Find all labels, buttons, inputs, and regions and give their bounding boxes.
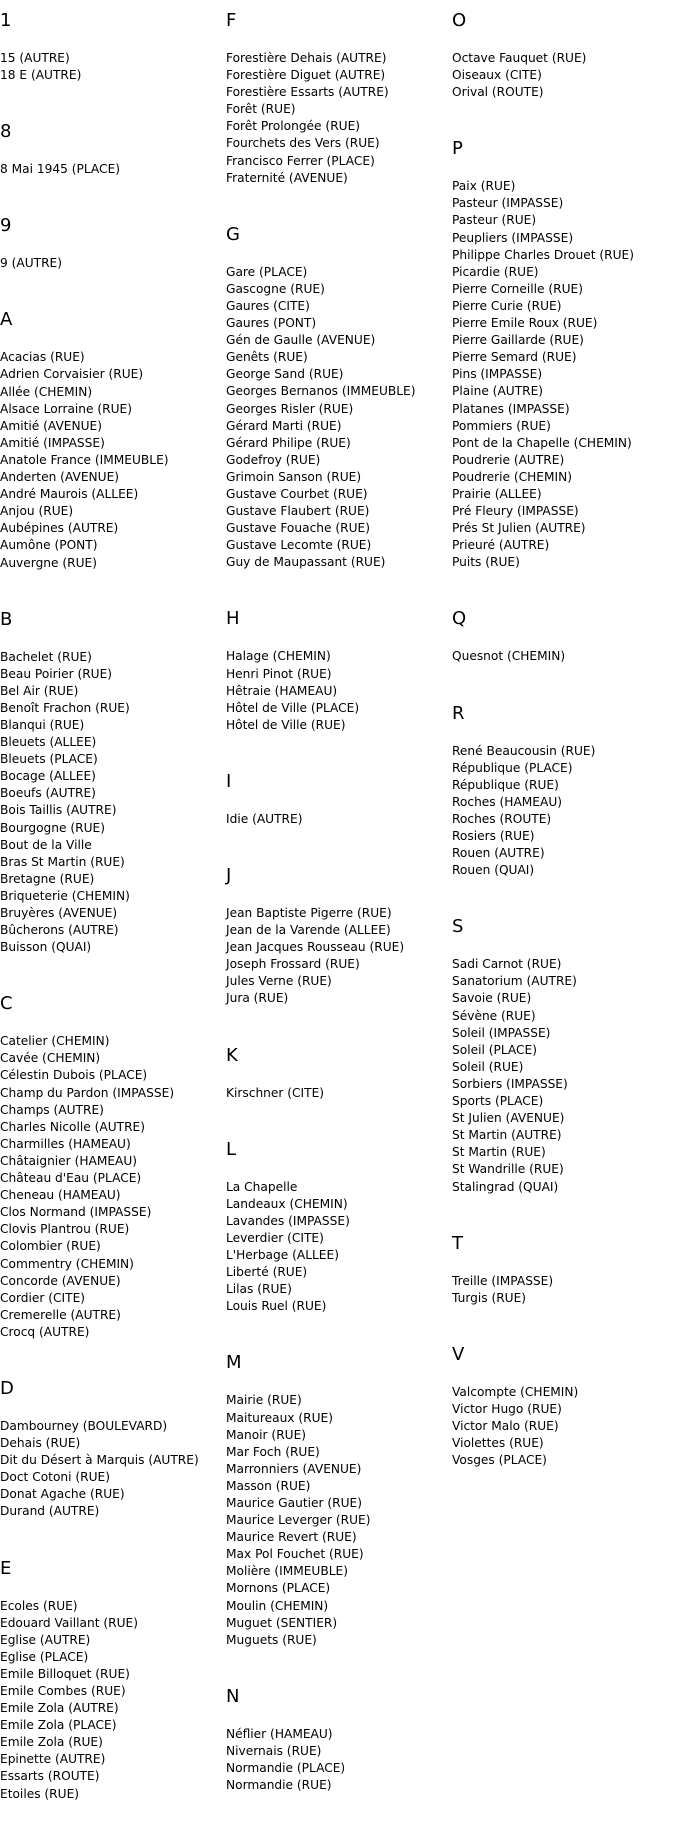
- street-link[interactable]: Emile Zola (PLACE): [0, 1718, 117, 1733]
- street-link[interactable]: Mar Foch (RUE): [226, 1444, 320, 1459]
- street-link[interactable]: Gaures (PONT): [226, 316, 317, 331]
- letter-section: [0, 310, 212, 598]
- street-list: [452, 1273, 664, 1307]
- street-link[interactable]: 9 (AUTRE): [0, 256, 63, 271]
- street-list: [226, 264, 438, 572]
- street-link[interactable]: Pont de la Chapelle (CHEMIN): [452, 435, 632, 450]
- street-link[interactable]: Georges Risler (RUE): [226, 401, 354, 416]
- street-list: [0, 50, 212, 84]
- street-link[interactable]: Bachelet (RUE): [0, 649, 92, 664]
- section-letter-heading: I: [226, 770, 232, 792]
- street-link[interactable]: Dambourney (BOULEVARD): [0, 1418, 168, 1433]
- street-list: [226, 1179, 438, 1316]
- street-link[interactable]: Champs (AUTRE): [0, 1102, 104, 1117]
- section-letter-heading: Q: [452, 608, 467, 630]
- street-link[interactable]: Poudrerie (AUTRE): [452, 452, 565, 467]
- street-link[interactable]: Gaures (CITE): [226, 298, 310, 313]
- street-link[interactable]: L'Herbage (ALLEE): [226, 1248, 339, 1263]
- street-link[interactable]: Paix (RUE): [452, 179, 516, 194]
- street-link[interactable]: Pasteur (IMPASSE): [452, 196, 564, 211]
- street-link[interactable]: Rosiers (RUE): [452, 829, 535, 843]
- street-link[interactable]: Jean Jacques Rousseau (RUE): [226, 940, 405, 955]
- street-link[interactable]: Acacias (RUE): [0, 350, 85, 365]
- street-link[interactable]: Edouard Vaillant (RUE): [0, 1615, 138, 1630]
- street-link[interactable]: Max Pol Fouchet (RUE): [226, 1547, 364, 1562]
- street-link[interactable]: Cordier (CITE): [0, 1290, 86, 1305]
- street-link[interactable]: Hêtraie (HAMEAU): [226, 683, 338, 698]
- street-link[interactable]: Georges Bernanos (IMMEUBLE): [226, 384, 416, 399]
- street-link[interactable]: Cremerelle (AUTRE): [0, 1307, 121, 1322]
- street-link[interactable]: Durand (AUTRE): [0, 1504, 100, 1519]
- section-letter-heading: S: [452, 916, 464, 938]
- section-letter-heading: A: [0, 309, 13, 331]
- street-link[interactable]: Donat Agache (RUE): [0, 1487, 125, 1502]
- letter-section: [226, 772, 438, 855]
- street-link[interactable]: Charmilles (HAMEAU): [0, 1136, 131, 1151]
- street-list: [452, 956, 664, 1195]
- street-link[interactable]: Roches (HAMEAU): [452, 794, 563, 809]
- street-link[interactable]: Gérard Philipe (RUE): [226, 435, 351, 450]
- street-link[interactable]: Bleuets (PLACE): [0, 752, 98, 767]
- street-list: [226, 905, 438, 1008]
- street-list: [226, 50, 438, 187]
- street-link[interactable]: Buisson (QUAI): [0, 940, 92, 955]
- street-link[interactable]: Gustave Fouache (RUE): [226, 521, 370, 536]
- street-link[interactable]: Treille (IMPASSE): [452, 1273, 554, 1288]
- street-link[interactable]: Plaine (AUTRE): [452, 384, 544, 399]
- street-link[interactable]: Adrien Corvaisier (RUE): [0, 367, 144, 382]
- section-letter-heading: 1: [0, 10, 12, 31]
- street-link[interactable]: 8 Mai 1945 (PLACE): [0, 162, 121, 177]
- street-list: [226, 811, 438, 828]
- street-link[interactable]: Commentry (CHEMIN): [0, 1256, 134, 1271]
- street-link[interactable]: Victor Malo (RUE): [452, 1418, 559, 1433]
- street-link[interactable]: Doct Cotoni (RUE): [0, 1470, 110, 1485]
- section-letter-heading: H: [226, 608, 240, 630]
- street-link[interactable]: Forestière Essarts (AUTRE): [226, 85, 389, 100]
- street-link[interactable]: République (RUE): [452, 777, 559, 792]
- street-link[interactable]: Champ du Pardon (IMPASSE): [0, 1085, 175, 1100]
- section-letter-heading: D: [0, 1377, 14, 1399]
- street-link[interactable]: Platanes (IMPASSE): [452, 401, 570, 416]
- street-link[interactable]: Anatole France (IMMEUBLE): [0, 452, 169, 467]
- street-link[interactable]: Pierre Semard (RUE): [452, 350, 577, 365]
- street-link[interactable]: Sports (PLACE): [452, 1094, 544, 1109]
- street-list: [0, 161, 212, 178]
- street-list: [452, 743, 664, 880]
- street-link[interactable]: Soleil (PLACE): [452, 1042, 537, 1057]
- section-letter-heading: J: [226, 865, 232, 886]
- street-link[interactable]: Célestin Dubois (PLACE): [0, 1068, 148, 1083]
- street-link[interactable]: Amitié (IMPASSE): [0, 435, 105, 450]
- section-letter-heading: T: [452, 1232, 463, 1254]
- street-link[interactable]: René Beaucousin (RUE): [452, 743, 596, 758]
- street-link[interactable]: Guy de Maupassant (RUE): [226, 555, 386, 570]
- street-link[interactable]: Louis Ruel (RUE): [226, 1299, 327, 1314]
- street-link[interactable]: Joseph Frossard (RUE): [226, 957, 360, 972]
- section-letter-heading: 8: [0, 121, 12, 143]
- street-link[interactable]: Prés St Julien (AUTRE): [452, 521, 586, 536]
- street-link[interactable]: Oiseaux (CITE): [452, 68, 542, 83]
- street-link[interactable]: Emile Combes (RUE): [0, 1684, 126, 1698]
- letter-section: [226, 11, 438, 214]
- street-link[interactable]: Lilas (RUE): [226, 1282, 292, 1297]
- street-link[interactable]: Pins (IMPASSE): [452, 367, 543, 382]
- street-link[interactable]: André Maurois (ALLEE): [0, 487, 139, 502]
- street-list: [0, 1033, 212, 1341]
- street-link[interactable]: Liberté (RUE): [226, 1265, 308, 1280]
- section-letter-heading: C: [0, 993, 13, 1015]
- street-link[interactable]: Turgis (RUE): [452, 1290, 527, 1305]
- street-link[interactable]: Anjou (RUE): [0, 504, 74, 519]
- street-list: [226, 1085, 438, 1102]
- index-column-1: [0, 0, 212, 1830]
- street-link[interactable]: Colombier (RUE): [0, 1239, 101, 1254]
- section-letter-heading: R: [452, 702, 465, 724]
- street-link[interactable]: Leverdier (CITE): [226, 1230, 324, 1245]
- street-link[interactable]: Muguet (SENTIER): [226, 1615, 338, 1630]
- street-link[interactable]: Benoît Frachon (RUE): [0, 700, 130, 715]
- letter-section: [226, 1687, 438, 1821]
- street-list: [226, 1392, 438, 1648]
- letter-section: [452, 1345, 664, 1496]
- letter-section: [452, 11, 664, 128]
- street-link[interactable]: Victor Hugo (RUE): [452, 1401, 562, 1416]
- street-link[interactable]: St Wandrille (RUE): [452, 1162, 564, 1177]
- street-link[interactable]: Gén de Gaulle (AVENUE): [226, 333, 376, 348]
- street-link[interactable]: Pierre Gaillarde (RUE): [452, 333, 584, 348]
- street-link[interactable]: Auvergne (RUE): [0, 555, 97, 570]
- street-link[interactable]: Landeaux (CHEMIN): [226, 1196, 348, 1211]
- letter-section: [0, 11, 212, 111]
- section-letter-heading: B: [0, 608, 13, 630]
- street-list: [0, 349, 212, 571]
- street-list: [0, 255, 212, 272]
- street-link[interactable]: Bras St Martin (RUE): [0, 854, 125, 869]
- street-link[interactable]: Soleil (IMPASSE): [452, 1025, 551, 1040]
- street-link[interactable]: Emile Zola (AUTRE): [0, 1701, 119, 1716]
- street-link[interactable]: Marronniers (AVENUE): [226, 1461, 362, 1476]
- street-list: [0, 1598, 212, 1803]
- street-link[interactable]: Cavée (CHEMIN): [0, 1051, 101, 1066]
- street-link[interactable]: Rouen (QUAI): [452, 863, 535, 878]
- street-link[interactable]: Hôtel de Ville (RUE): [226, 717, 346, 732]
- letter-section: [0, 994, 212, 1368]
- street-list: [452, 178, 664, 571]
- letter-section: [226, 609, 438, 760]
- street-link[interactable]: Gare (PLACE): [226, 264, 308, 279]
- street-link[interactable]: Jean de la Varende (ALLEE): [226, 923, 391, 938]
- letter-section: [226, 225, 438, 599]
- street-link[interactable]: Charles Nicolle (AUTRE): [0, 1119, 146, 1134]
- section-letter-heading: K: [226, 1044, 238, 1066]
- street-link[interactable]: Hôtel de Ville (PLACE): [226, 700, 360, 715]
- street-link[interactable]: Forestière Dehais (AUTRE): [226, 51, 387, 65]
- street-link[interactable]: Maurice Revert (RUE): [226, 1530, 357, 1545]
- street-link[interactable]: Sorbiers (IMPASSE): [452, 1076, 568, 1091]
- street-link[interactable]: Pommiers (RUE): [452, 418, 551, 433]
- street-link[interactable]: Gérard Marti (RUE): [226, 418, 342, 433]
- street-link[interactable]: Gustave Lecomte (RUE): [226, 538, 372, 553]
- street-link[interactable]: Muguets (RUE): [226, 1632, 317, 1647]
- street-link[interactable]: Picardie (RUE): [452, 264, 539, 279]
- street-link[interactable]: Grimoin Sanson (RUE): [226, 469, 362, 484]
- street-link[interactable]: Briqueterie (CHEMIN): [0, 888, 130, 903]
- section-letter-heading: P: [452, 138, 463, 160]
- street-link[interactable]: Lavandes (IMPASSE): [226, 1213, 350, 1228]
- letter-section: [226, 866, 438, 1035]
- street-link[interactable]: Cheneau (HAMEAU): [0, 1188, 121, 1203]
- street-link[interactable]: Dit du Désert à Marquis (AUTRE): [0, 1453, 199, 1468]
- index-column-3: [452, 0, 664, 1496]
- street-link[interactable]: Maitureaux (RUE): [226, 1410, 333, 1425]
- street-link[interactable]: Bûcherons (AUTRE): [0, 923, 119, 938]
- street-link[interactable]: Forestière Diguet (AUTRE): [226, 68, 386, 83]
- street-link[interactable]: Kirschner (CITE): [226, 1085, 325, 1100]
- section-letter-heading: G: [226, 223, 240, 245]
- street-link[interactable]: Bout de la Ville: [0, 837, 92, 852]
- street-link[interactable]: Néflier (HAMEAU): [226, 1726, 333, 1741]
- street-link[interactable]: 18 E (AUTRE): [0, 68, 82, 83]
- street-link[interactable]: Masson (RUE): [226, 1478, 311, 1493]
- street-link[interactable]: Bois Taillis (AUTRE): [0, 803, 117, 818]
- street-link[interactable]: Bleuets (ALLEE): [0, 735, 97, 750]
- letter-section: [0, 216, 212, 299]
- street-link[interactable]: Pierre Curie (RUE): [452, 298, 562, 313]
- section-letter-heading: F: [226, 10, 237, 31]
- street-link[interactable]: Pré Fleury (IMPASSE): [452, 504, 579, 519]
- street-link[interactable]: Francisco Ferrer (PLACE): [226, 153, 375, 168]
- street-link[interactable]: Bretagne (RUE): [0, 871, 95, 886]
- street-link[interactable]: Anderten (AVENUE): [0, 470, 120, 485]
- street-link[interactable]: Prieuré (AUTRE): [452, 538, 550, 553]
- letter-section: [452, 1234, 664, 1334]
- street-link[interactable]: Crocq (AUTRE): [0, 1324, 90, 1339]
- street-list: [452, 50, 664, 101]
- street-link[interactable]: Mairie (RUE): [226, 1393, 302, 1408]
- letter-section: [452, 917, 664, 1222]
- street-link[interactable]: Jura (RUE): [226, 991, 289, 1006]
- section-letter-heading: N: [226, 1685, 240, 1707]
- street-link[interactable]: Bel Air (RUE): [0, 683, 79, 698]
- letter-section: [0, 122, 212, 205]
- street-link[interactable]: Etoiles (RUE): [0, 1786, 80, 1801]
- street-list: [226, 648, 438, 733]
- letter-section: [452, 139, 664, 598]
- street-link[interactable]: Forêt (RUE): [226, 102, 296, 117]
- street-link[interactable]: Catelier (CHEMIN): [0, 1034, 110, 1049]
- street-link[interactable]: Fraternité (AVENUE): [226, 170, 348, 185]
- street-link[interactable]: Maurice Gautier (RUE): [226, 1495, 362, 1510]
- street-link[interactable]: Jules Verne (RUE): [226, 974, 332, 989]
- street-link[interactable]: Beau Poirier (RUE): [0, 666, 113, 681]
- street-link[interactable]: Octave Fauquet (RUE): [452, 51, 587, 65]
- letter-section: [452, 704, 664, 907]
- street-link[interactable]: Manoir (RUE): [226, 1427, 307, 1442]
- section-letter-heading: M: [226, 1352, 242, 1374]
- street-link[interactable]: Idie (AUTRE): [226, 811, 303, 826]
- street-link[interactable]: Eglise (AUTRE): [0, 1632, 91, 1647]
- street-link[interactable]: Sadi Carnot (RUE): [452, 957, 562, 972]
- street-link[interactable]: Gustave Flaubert (RUE): [226, 504, 370, 519]
- street-link[interactable]: Quesnot (CHEMIN): [452, 649, 566, 664]
- letter-section: [452, 609, 664, 692]
- letter-section: [0, 1559, 212, 1830]
- street-list: [226, 1726, 438, 1794]
- street-link[interactable]: Concorde (AVENUE): [0, 1273, 121, 1288]
- street-link[interactable]: Pierre Corneille (RUE): [452, 281, 583, 296]
- street-link[interactable]: Bruyères (AVENUE): [0, 906, 118, 920]
- letter-section: [226, 1046, 438, 1129]
- street-link[interactable]: Clovis Plantrou (RUE): [0, 1222, 130, 1237]
- street-link[interactable]: Emile Zola (RUE): [0, 1735, 103, 1750]
- street-link[interactable]: Jean Baptiste Pigerre (RUE): [226, 906, 392, 920]
- street-link[interactable]: Poudrerie (CHEMIN): [452, 469, 572, 484]
- street-link[interactable]: Aumône (PONT): [0, 538, 98, 553]
- street-link[interactable]: St Julien (AVENUE): [452, 1111, 565, 1126]
- street-link[interactable]: Châtaignier (HAMEAU): [0, 1153, 138, 1168]
- letter-section: [226, 1353, 438, 1675]
- street-link[interactable]: Halage (CHEMIN): [226, 649, 331, 664]
- street-link[interactable]: Savoie (RUE): [452, 991, 532, 1006]
- street-link[interactable]: Fourchets des Vers (RUE): [226, 136, 380, 151]
- section-letter-heading: L: [226, 1138, 237, 1160]
- street-link[interactable]: Blanqui (RUE): [0, 717, 85, 732]
- street-link[interactable]: St Martin (RUE): [452, 1145, 546, 1160]
- street-link[interactable]: Soleil (RUE): [452, 1059, 524, 1074]
- street-link[interactable]: Puits (RUE): [452, 555, 520, 570]
- street-link[interactable]: Dehais (RUE): [0, 1436, 81, 1451]
- section-letter-heading: 9: [0, 215, 12, 237]
- street-link[interactable]: 15 (AUTRE): [0, 51, 70, 65]
- street-link[interactable]: Vosges (PLACE): [452, 1453, 547, 1468]
- street-link[interactable]: Molière (IMMEUBLE): [226, 1564, 348, 1579]
- street-link[interactable]: Nivernais (RUE): [226, 1743, 322, 1758]
- street-link[interactable]: Allée (CHEMIN): [0, 384, 93, 399]
- street-list: [452, 1384, 664, 1469]
- section-letter-heading: V: [452, 1343, 465, 1365]
- street-link[interactable]: Stalingrad (QUAI): [452, 1179, 559, 1194]
- street-link[interactable]: Godefroy (RUE): [226, 452, 321, 467]
- street-link[interactable]: Essarts (ROUTE): [0, 1769, 100, 1784]
- street-link[interactable]: Maurice Leverger (RUE): [226, 1513, 371, 1528]
- street-link[interactable]: Bocage (ALLEE): [0, 769, 96, 784]
- street-link[interactable]: Orival (ROUTE): [452, 85, 544, 100]
- street-link[interactable]: Boeufs (AUTRE): [0, 786, 96, 801]
- street-link[interactable]: Forêt Prolongée (RUE): [226, 119, 361, 134]
- street-list: [0, 1418, 212, 1521]
- street-link[interactable]: Pasteur (RUE): [452, 213, 537, 228]
- street-link[interactable]: Aubépines (AUTRE): [0, 521, 119, 536]
- street-link[interactable]: Ecoles (RUE): [0, 1598, 78, 1613]
- letter-section: [0, 610, 212, 984]
- section-letter-heading: E: [0, 1557, 12, 1579]
- street-link[interactable]: Philippe Charles Drouet (RUE): [452, 247, 634, 262]
- street-link[interactable]: Epinette (AUTRE): [0, 1752, 106, 1767]
- street-link[interactable]: Peupliers (IMPASSE): [452, 230, 574, 245]
- street-link[interactable]: Gascogne (RUE): [226, 281, 325, 296]
- street-link[interactable]: Amitié (AVENUE): [0, 418, 102, 433]
- street-link[interactable]: Sanatorium (AUTRE): [452, 974, 577, 989]
- street-link[interactable]: Pierre Emile Roux (RUE): [452, 316, 598, 331]
- street-link[interactable]: Rouen (AUTRE): [452, 846, 545, 861]
- street-list: [452, 648, 664, 665]
- street-link[interactable]: Normandie (PLACE): [226, 1761, 346, 1775]
- street-link[interactable]: Alsace Lorraine (RUE): [0, 401, 133, 416]
- street-link[interactable]: Bourgogne (RUE): [0, 820, 105, 835]
- street-link[interactable]: Prairie (ALLEE): [452, 486, 542, 501]
- street-link[interactable]: Moulin (CHEMIN): [226, 1598, 329, 1613]
- street-link[interactable]: La Chapelle: [226, 1179, 298, 1194]
- street-link[interactable]: Henri Pinot (RUE): [226, 666, 332, 681]
- letter-section: [0, 1379, 212, 1548]
- street-link[interactable]: Genêts (RUE): [226, 350, 308, 365]
- street-link[interactable]: Clos Normand (IMPASSE): [0, 1205, 152, 1220]
- street-link[interactable]: George Sand (RUE): [226, 367, 344, 382]
- street-link[interactable]: Sévène (RUE): [452, 1008, 536, 1023]
- street-link[interactable]: Roches (ROUTE): [452, 811, 552, 826]
- section-letter-heading: O: [452, 10, 467, 31]
- street-list: [0, 649, 212, 957]
- street-link[interactable]: République (PLACE): [452, 760, 573, 775]
- letter-section: [226, 1140, 438, 1343]
- street-link[interactable]: Violettes (RUE): [452, 1436, 544, 1451]
- street-link[interactable]: Gustave Courbet (RUE): [226, 486, 368, 501]
- street-link[interactable]: Château d'Eau (PLACE): [0, 1171, 142, 1186]
- street-link[interactable]: St Martin (AUTRE): [452, 1128, 562, 1143]
- street-link[interactable]: Mornons (PLACE): [226, 1581, 331, 1596]
- street-link[interactable]: Emile Billoquet (RUE): [0, 1666, 130, 1681]
- street-link[interactable]: Valcompte (CHEMIN): [452, 1384, 579, 1399]
- street-link[interactable]: Eglise (PLACE): [0, 1649, 89, 1664]
- street-link[interactable]: Normandie (RUE): [226, 1778, 332, 1793]
- index-column-2: [226, 0, 438, 1821]
